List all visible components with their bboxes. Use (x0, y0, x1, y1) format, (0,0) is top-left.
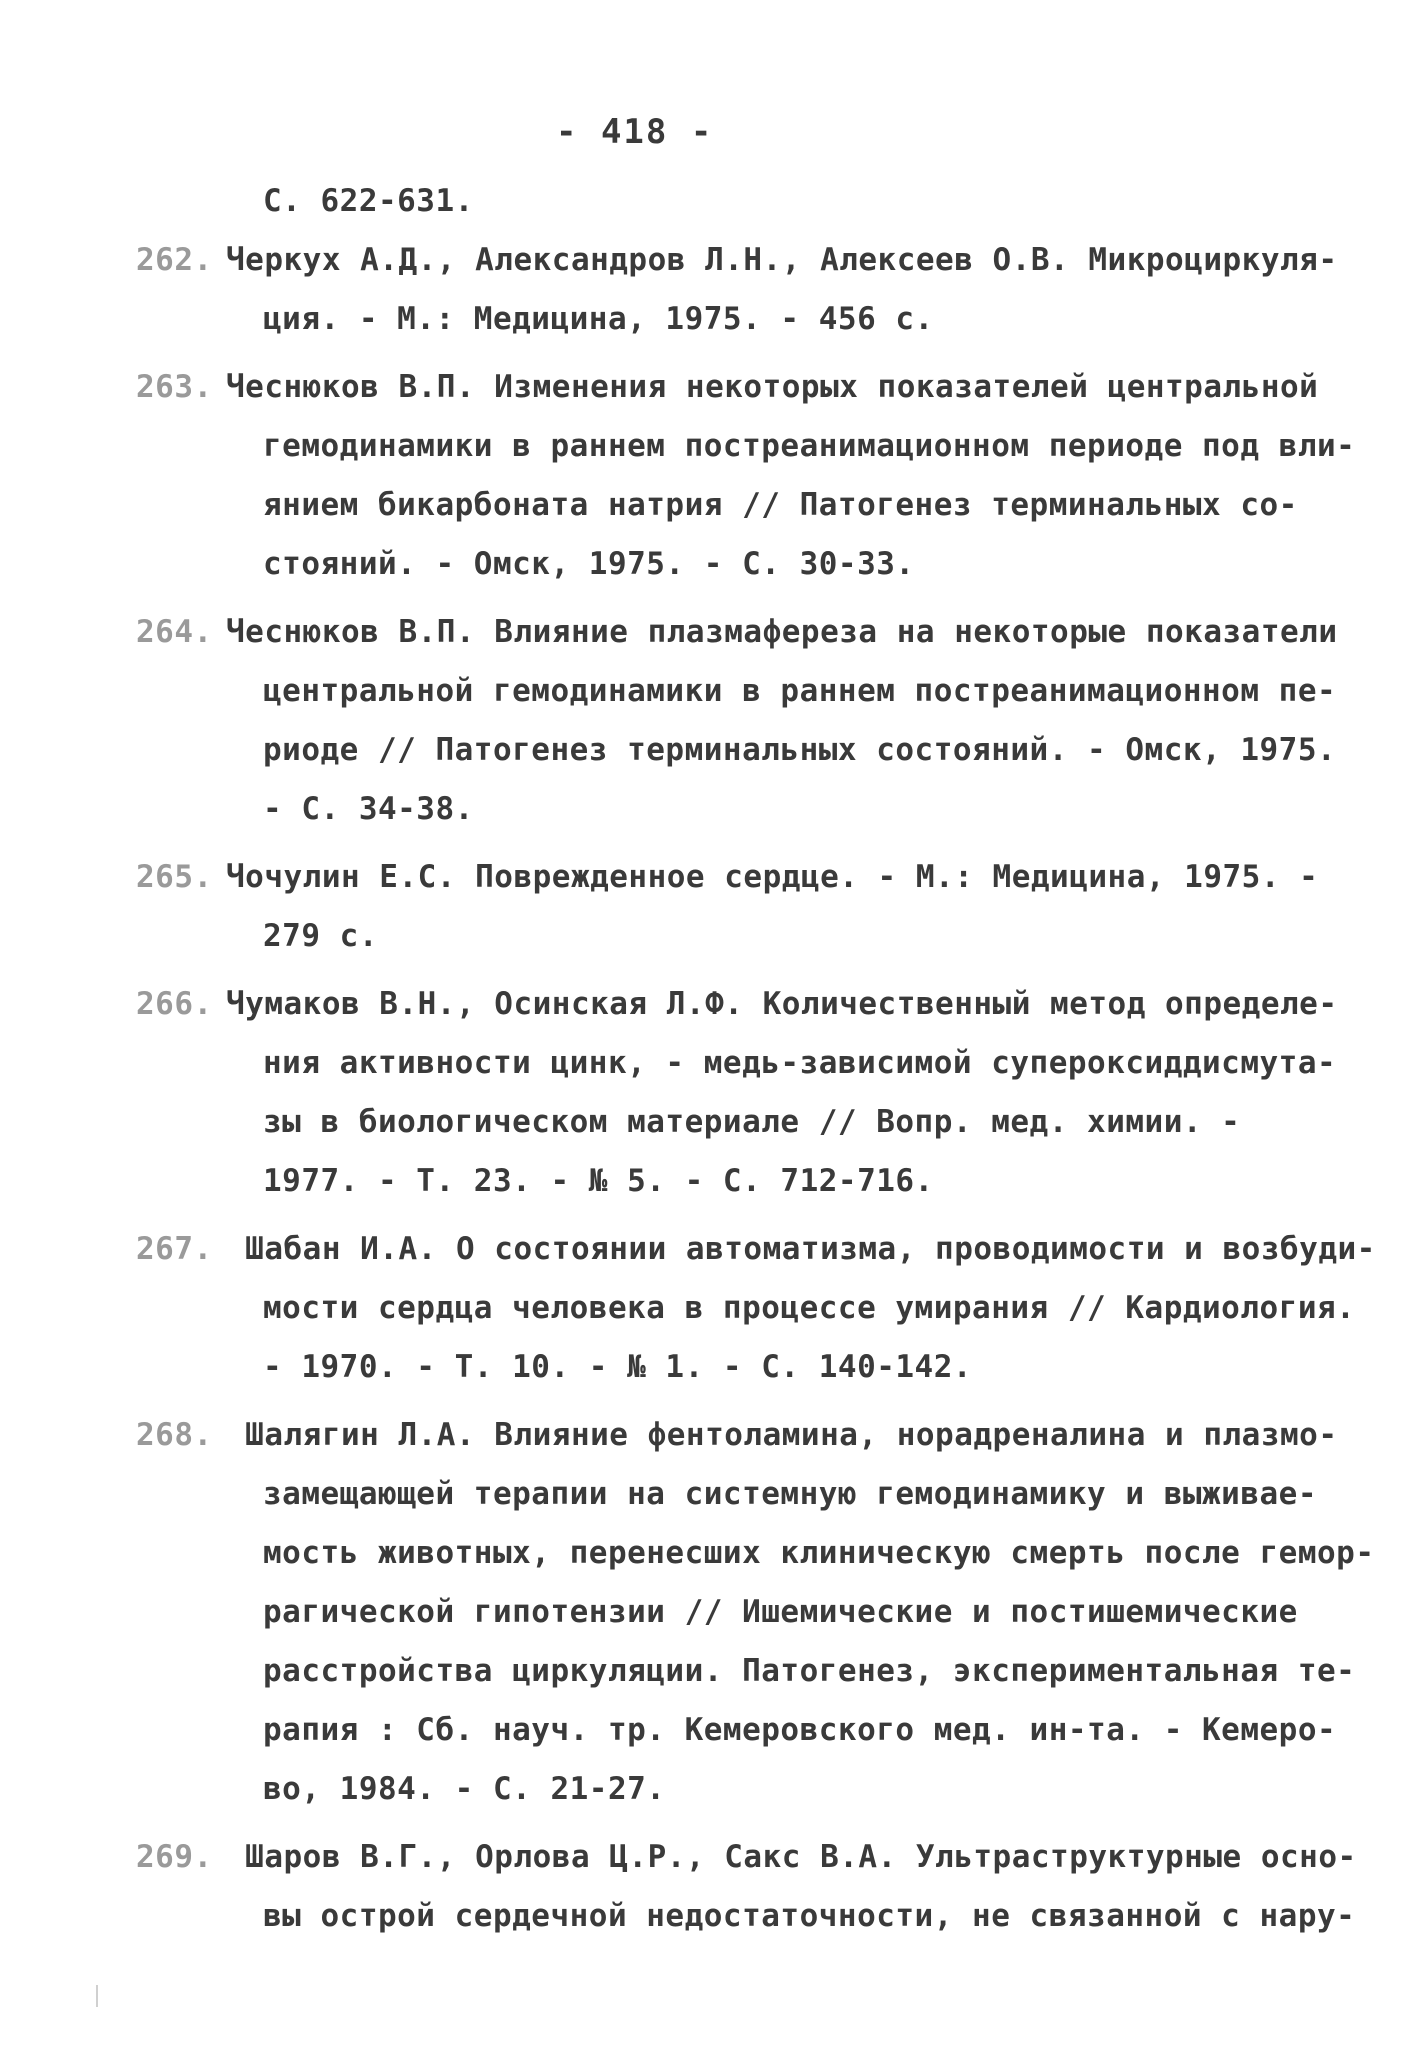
reference-continuation-line: гемодинамики в раннем постреанимационном периоде под вли- (263, 428, 1356, 464)
reference-entry-first-line (0, 1220, 1416, 1279)
reference-continuation-line: зы в биологическом материале // Вопр. мед. химии. - (263, 1104, 1241, 1140)
reference-number: 266. (136, 986, 213, 1022)
reference-continuation-line: С. 622-631. (263, 183, 474, 219)
scan-mark (96, 1985, 98, 2007)
reference-number: 267. (136, 1231, 213, 1267)
reference-text: Чеснюков В.П. Изменения некоторых показателей центральной (226, 369, 1319, 405)
reference-continuation-line: мость животных, перенесших клиническую смерть после гемор- (263, 1535, 1375, 1571)
reference-text: Шабан И.А. О состоянии автоматизма, проводимости и возбуди- (226, 1231, 1376, 1267)
reference-entry-first-line (0, 358, 1416, 417)
page-number: - 418 - (556, 112, 714, 152)
reference-number: 265. (136, 859, 213, 895)
reference-continuation-line: рагической гипотензии // Ишемические и постишемические (263, 1594, 1298, 1630)
entry-gap (0, 594, 1416, 603)
reference-continuation-line: 279 с. (263, 918, 378, 954)
reference-number: 262. (136, 242, 213, 278)
reference-entry-first-line (0, 848, 1416, 907)
reference-continuation-line: во, 1984. - С. 21-27. (263, 1771, 666, 1807)
entry-gap (0, 349, 1416, 358)
reference-entry-first-line (0, 1828, 1416, 1887)
entry-gap (0, 966, 1416, 975)
reference-text: Чеснюков В.П. Влияние плазмафереза на некоторые показатели (226, 614, 1338, 650)
reference-text: Чумаков В.Н., Осинская Л.Ф. Количественный метод определе- (226, 986, 1338, 1022)
reference-text: Черкух А.Д., Александров Л.Н., Алексеев О.В. Микроциркуля- (226, 242, 1338, 278)
reference-continuation-line: расстройства циркуляции. Патогенез, экспериментальная те- (263, 1653, 1356, 1689)
reference-number: 264. (136, 614, 213, 650)
reference-text: Чочулин Е.С. Поврежденное сердце. - М.: Медицина, 1975. - (226, 859, 1319, 895)
reference-entry-first-line (0, 231, 1416, 290)
reference-continuation-line: центральной гемодинамики в раннем постреанимационном пе- (263, 673, 1337, 709)
reference-continuation-line: ция. - М.: Медицина, 1975. - 456 с. (263, 301, 934, 337)
entry-gap (0, 1211, 1416, 1220)
reference-entry-first-line (0, 603, 1416, 662)
reference-number: 269. (136, 1839, 213, 1875)
reference-continuation-line: рапия : Сб. науч. тр. Кемеровского мед. ин-та. - Кемеро- (263, 1712, 1337, 1748)
reference-continuation-line: вы острой сердечной недостаточности, не связанной с нару- (263, 1898, 1356, 1934)
entry-gap (0, 1819, 1416, 1828)
reference-continuation-line: стояний. - Омск, 1975. - С. 30-33. (263, 546, 915, 582)
entry-gap (0, 1397, 1416, 1406)
reference-continuation-line: замещающей терапии на системную гемодинамику и выживае- (263, 1476, 1317, 1512)
reference-continuation-line: - С. 34-38. (263, 791, 474, 827)
reference-entry-first-line (0, 975, 1416, 1034)
reference-text: Шалягин Л.А. Влияние фентоламина, норадреналина и плазмо- (226, 1417, 1338, 1453)
reference-continuation-line: 1977. - Т. 23. - № 5. - С. 712-716. (263, 1163, 934, 1199)
bibliography-list (0, 172, 1416, 1946)
reference-continuation-line: янием бикарбоната натрия // Патогенез терминальных со- (263, 487, 1298, 523)
reference-continuation-line: ния активности цинк, - медь-зависимой супероксиддисмута- (263, 1045, 1337, 1081)
reference-continuation-line: - 1970. - Т. 10. - № 1. - С. 140-142. (263, 1349, 973, 1385)
reference-number: 263. (136, 369, 213, 405)
reference-number: 268. (136, 1417, 213, 1453)
reference-text: Шаров В.Г., Орлова Ц.Р., Сакс В.А. Ультраструктурные осно- (226, 1839, 1357, 1875)
entry-gap (0, 839, 1416, 848)
reference-continuation-line: мости сердца человека в процессе умирания // Кардиология. (263, 1290, 1356, 1326)
reference-entry-first-line (0, 1406, 1416, 1465)
reference-continuation-line: риоде // Патогенез терминальных состояний. - Омск, 1975. (263, 732, 1337, 768)
